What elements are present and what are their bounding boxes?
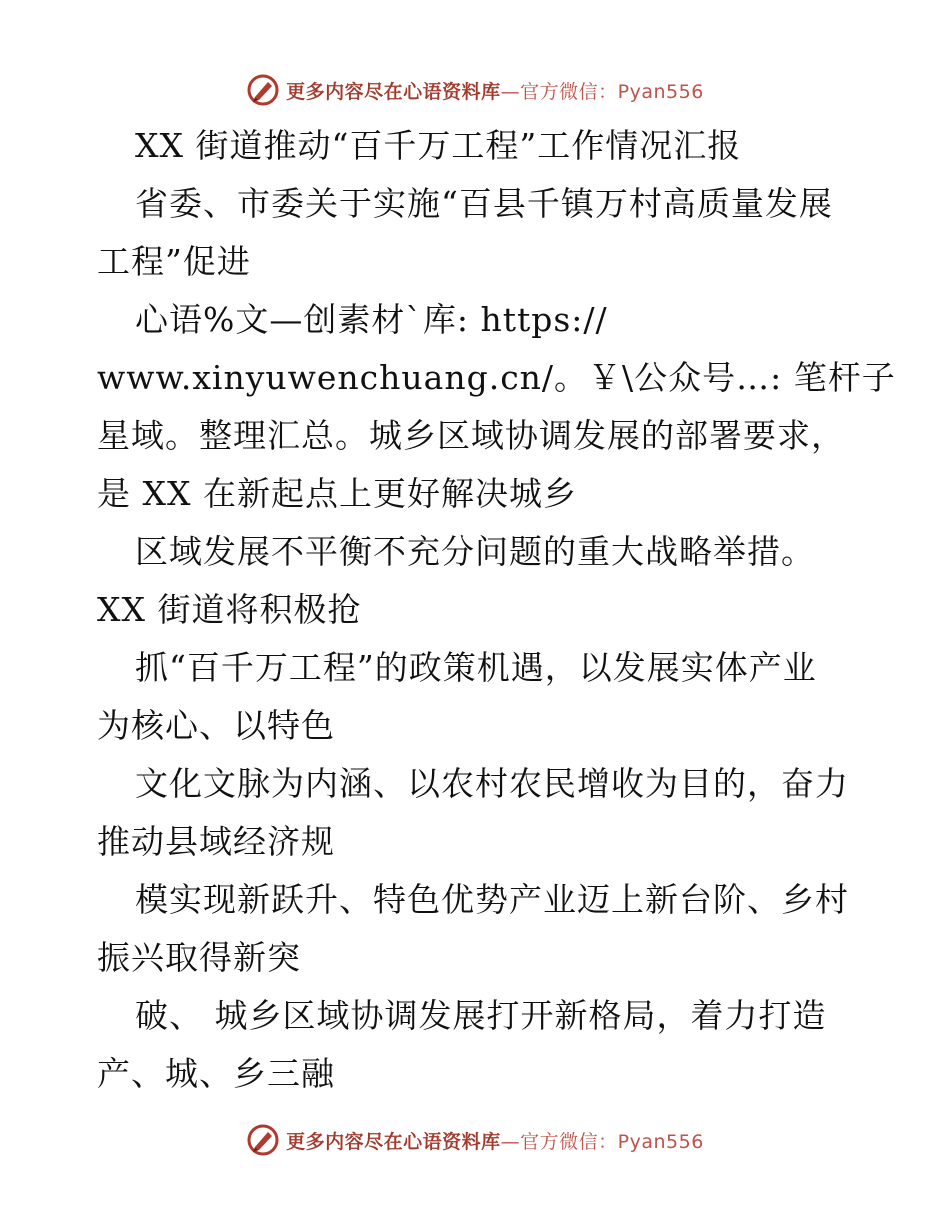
banner-separator: — xyxy=(500,1130,521,1153)
text-line: 文化文脉为内涵、以农村农民增收为目的，奋力 xyxy=(135,764,849,803)
text-line: www.xinyuwenchuang.cn/。￥\公众号…: 笔杆子 xyxy=(97,358,896,397)
text-line: 工程”促进 xyxy=(97,242,251,281)
footer-banner xyxy=(0,1120,950,1160)
text-line: 推动县域经济规 xyxy=(97,822,335,861)
text-line: 星域。整理汇总。城乡区域协调发展的部署要求， xyxy=(97,416,845,455)
text-line: 为核心、以特色 xyxy=(97,706,335,745)
pen-logo-icon xyxy=(246,73,280,107)
banner-text xyxy=(286,77,704,104)
banner-brand: 更多内容尽在心语资料库 xyxy=(286,1130,501,1153)
text-line: 抓“百千万工程”的政策机遇，以发展实体产业 xyxy=(135,648,817,687)
banner-wechat: 官方微信：Pyan556 xyxy=(520,80,704,103)
text-line: 是 XX 在新起点上更好解决城乡 xyxy=(97,474,577,513)
banner-separator: — xyxy=(500,80,521,103)
pen-logo-icon xyxy=(246,1123,280,1157)
text-line: 模实现新跃升、特色优势产业迈上新台阶、乡村 xyxy=(135,880,849,919)
text-line: 区域发展不平衡不充分问题的重大战略举措。 xyxy=(135,532,815,571)
banner-text xyxy=(286,1127,704,1154)
document-title: XX 街道推动“百千万工程”工作情况汇报 xyxy=(135,126,742,165)
document-body xyxy=(97,117,896,1103)
banner-brand: 更多内容尽在心语资料库 xyxy=(286,80,501,103)
text-line: 破、 城乡区域协调发展打开新格局，着力打造 xyxy=(135,996,827,1035)
banner-wechat: 官方微信：Pyan556 xyxy=(520,1130,704,1153)
header-banner xyxy=(0,70,950,110)
text-line: 振兴取得新突 xyxy=(97,938,301,977)
text-line: 产、城、乡三融 xyxy=(97,1054,335,1093)
text-line: 心语%文—创素材`库: https:// xyxy=(135,300,608,339)
text-line: XX 街道将积极抢 xyxy=(97,590,362,629)
text-line: 省委、市委关于实施“百县千镇万村高质量发展 xyxy=(135,184,833,223)
